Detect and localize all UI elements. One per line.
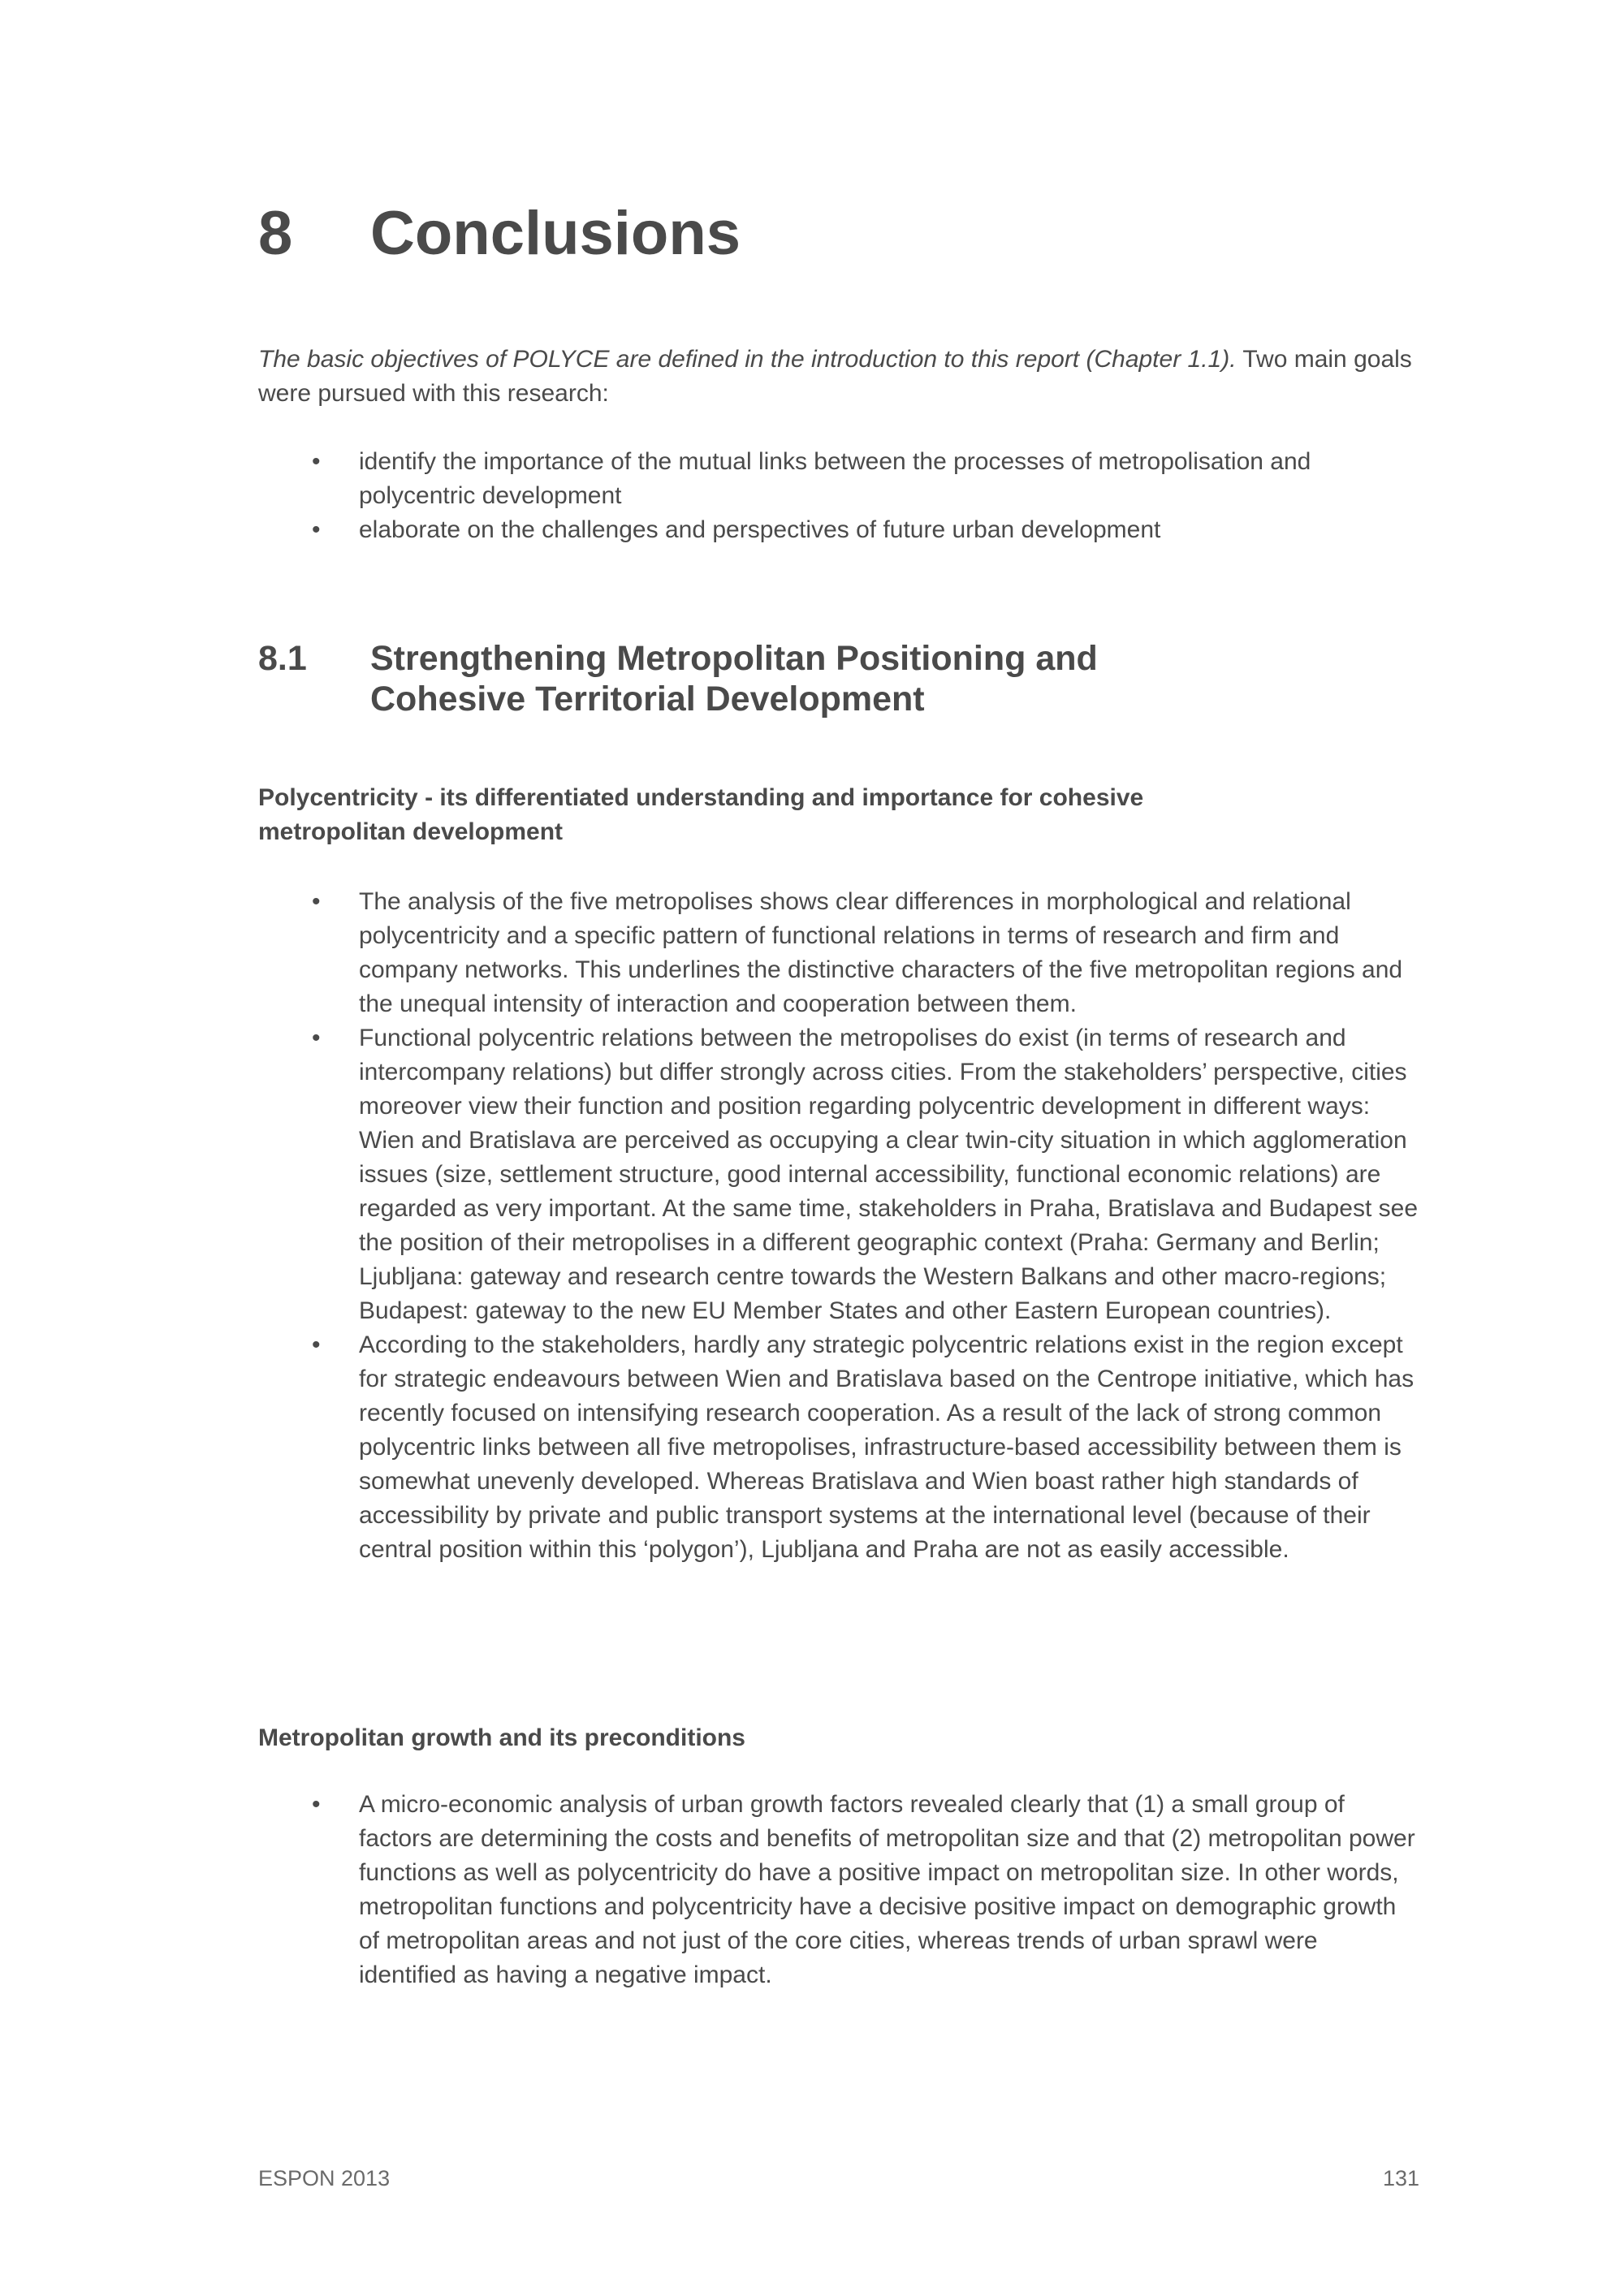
subsection-heading-line-2: metropolitan development	[258, 818, 564, 845]
polycentricity-list	[258, 885, 1419, 1567]
list-item-text: elaborate on the challenges and perspectives of future urban development	[359, 516, 1161, 543]
list-item	[258, 1021, 1419, 1328]
list-item	[258, 445, 1419, 513]
footer-page-number: 131	[1382, 2166, 1419, 2190]
chapter-title-text: Conclusions	[370, 199, 741, 268]
list-item	[258, 885, 1419, 1021]
list-item-text: Functional polycentric relations between the metropolises do exist (in terms of research and intercompany relations) but differ strongly across cities. From the stakeholders’ perspective, cities moreover view their function and position regarding polycentric development in different ways: Wien and Bratislava are perceived as occupying a clear twin-city situation in which agglomeration issues (size, settlement structure, good internal accessibility, functional economic relations) are regarded as very important. At the same time, stakeholders in Praha, Bratislava and Budapest see the position of their metropolises in a different geographic context (Praha: Germany and Berlin; Ljubljana: gateway and research centre towards the Western Balkans and other macro-regions; Budapest: gateway to the new EU Member States and other Eastern European countries).	[359, 1025, 1419, 1324]
section-heading	[258, 638, 1182, 719]
goals-list	[258, 445, 1419, 547]
bullet-icon: •	[312, 1791, 321, 1818]
chapter-title	[258, 199, 741, 268]
subsection-heading-polycentricity	[258, 781, 1233, 849]
bullet-icon: •	[312, 516, 321, 543]
intro-normal-text: Two main goals were pursued with this research:	[258, 346, 1412, 407]
section-title-line-2: Cohesive Territorial Development	[370, 680, 925, 719]
subsection-heading-line-1: Polycentricity - its differentiated understanding and importance for cohesive	[258, 784, 1144, 811]
bullet-icon: •	[312, 1025, 321, 1051]
list-item-text: According to the stakeholders, hardly any strategic polycentric relations exist in the region except for strategic endeavours between Wien and Bratislava based on the Centrope initiative, which has recently focused on intensifying research cooperation. As a result of the lack of strong common polycentric links between all five metropolises, infrastructure-based accessibility between them is somewhat unevenly developed. Whereas Bratislava and Wien boast rather high standards of accessibility by private and public transport systems at the international level (because of their central position within this ‘polygon’), Ljubljana and Praha are not as easily accessible.	[359, 1331, 1415, 1563]
section-number: 8.1	[258, 639, 307, 678]
footer-publication: ESPON 2013	[258, 2166, 391, 2190]
list-item	[258, 1788, 1419, 1992]
bullet-icon: •	[312, 448, 321, 475]
intro-paragraph	[258, 343, 1419, 411]
list-item-text: A micro-economic analysis of urban growth factors revealed clearly that (1) a small group of factors are determining the costs and benefits of metropolitan size and that (2) metropolitan power functions as well as polycentricity do have a positive impact on metropolitan size. In other words, metropolitan functions and polycentricity have a decisive positive impact on demographic growth of metropolitan areas and not just of the core cities, whereas trends of urban sprawl were identified as having a negative impact.	[359, 1791, 1415, 1988]
list-item	[258, 513, 1419, 547]
bullet-icon: •	[312, 1331, 321, 1358]
list-item-text: The analysis of the five metropolises shows clear differences in morphological and relational polycentricity and a specific pattern of functional relations in terms of research and firm and company networks. This underlines the distinctive characters of the five metropolitan regions and the unequal intensity of interaction and cooperation between them.	[359, 888, 1403, 1017]
bullet-icon: •	[312, 888, 321, 915]
intro-italic-text: The basic objectives of POLYCE are defined in the introduction to this report (Chapter 1.1).	[258, 346, 1237, 373]
subsection-heading-metropolitan-growth: Metropolitan growth and its preconditions	[258, 1724, 745, 1751]
list-item-text: identify the importance of the mutual links between the processes of metropolisation and polycentric development	[359, 448, 1311, 509]
chapter-number: 8	[258, 199, 293, 268]
section-title-line-1: Strengthening Metropolitan Positioning and	[370, 639, 1098, 678]
list-item	[258, 1328, 1419, 1567]
metropolitan-growth-list	[258, 1788, 1419, 1992]
